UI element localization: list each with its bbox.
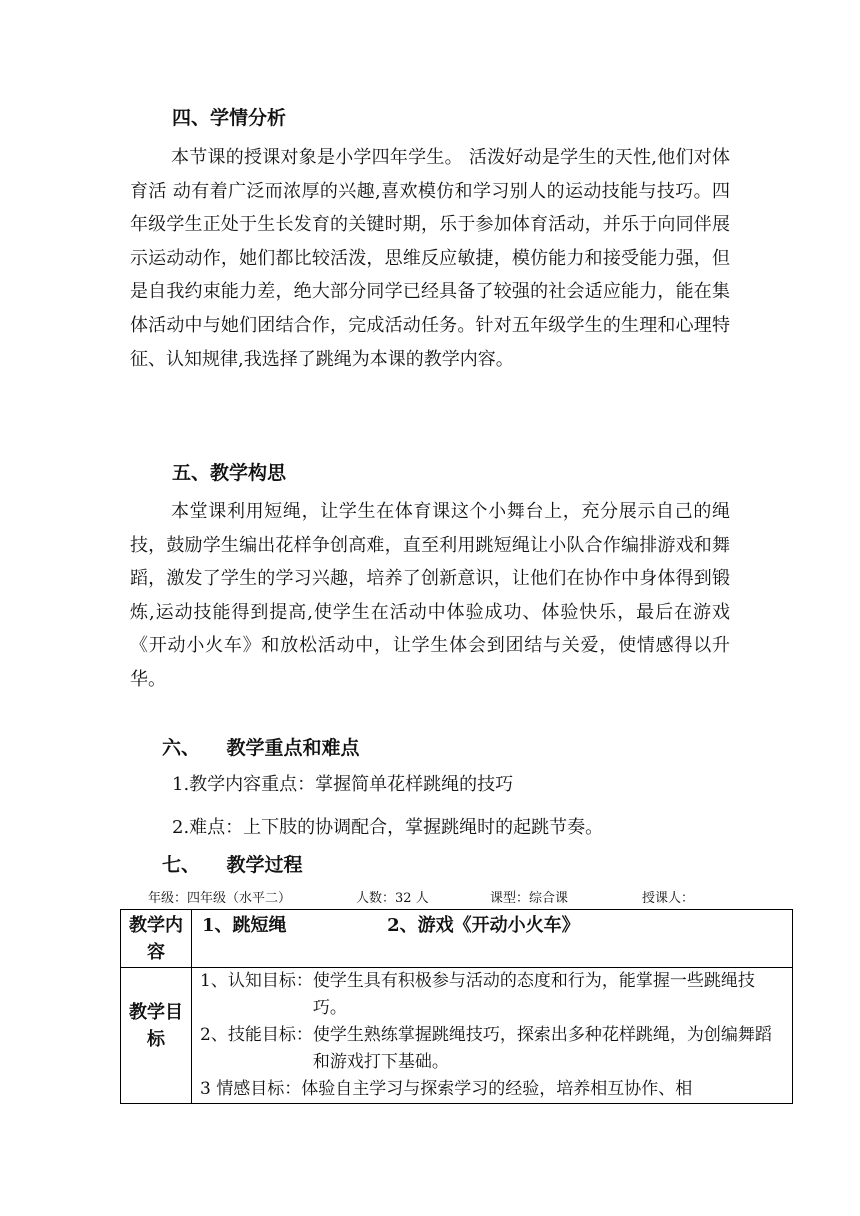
section-4-body: 本节课的授课对象是小学四年学生。 活泼好动是学生的天性,他们对体育活 动有着广泛而浓厚的兴趣,喜欢模仿和学习别人的运动技能与技巧。四年级学生正处于生长发育的关键时期，乐于参加体育活动，并乐于向同伴展示运动动作，她们都比较活泼，思维反应敏捷，模仿能力和接受能力强，但是自我约束能力差，绝大部分同学已经具备了较强的社会适应能力，能在集体活动中与她们团结合作，完成活动任务。针对五年级学生的生理和心理特征、认知规律,我选择了跳绳为本课的教学内容。 (130, 147, 730, 370)
teaching-goals-cell (192, 968, 793, 1104)
content-item-2: 2、游戏《开动小火车》 (387, 915, 580, 936)
goal-cognitive: 1、认知目标： 使学生具有积极参与活动的态度和行为，能掌握一些跳绳技巧。 (200, 971, 755, 1018)
goal-emotion: 3 情感目标：体验自主学习与探索学习的经验，培养相互协作、相 (200, 1079, 693, 1099)
section-5-body: 本堂课利用短绳，让学生在体育课这个小舞台上，充分展示自己的绳技，鼓励学生编出花样争创高难，直至利用跳短绳让小队合作编排游戏和舞蹈，激发了学生的学习兴趣，培养了创新意识，让他们在协作中身体得到锻炼,运动技能得到提高,使学生在活动中体验成功、体验快乐，最后在游戏《开动小火车》和放松活动中，让学生体会到团结与关爱，使情感得以升华。 (130, 501, 730, 690)
difficult-point: 2.难点：上下肢的协调配合，掌握跳绳时的起跳节奏。 (172, 817, 604, 838)
content-item-1: 1、跳短绳 (202, 915, 287, 936)
meta-teacher: 授课人： (642, 891, 695, 906)
label-teaching-goals: 教学目标 (121, 968, 192, 1104)
section-7-title: 七、 教学过程 (162, 854, 303, 876)
table-row-goals (121, 968, 793, 1104)
lesson-table (120, 909, 793, 1104)
label-teaching-content: 教学内容 (121, 910, 192, 968)
meta-count: 人数：32 人 (356, 891, 429, 906)
section-6-title: 六、 教学重点和难点 (162, 737, 360, 759)
meta-grade: 年级：四年级（水平二） (148, 891, 292, 906)
section-4-title: 四、学情分析 (172, 107, 287, 129)
key-point: 1.教学内容重点：掌握简单花样跳绳的技巧 (172, 774, 514, 795)
goal-skill: 2、技能目标： 使学生熟练掌握跳绳技巧，探索出多种花样跳绳，为创编舞蹈和游戏打下基础。 (200, 1025, 772, 1072)
teaching-content-cell (192, 910, 793, 968)
meta-type: 课型：综合课 (490, 891, 569, 906)
section-5-title: 五、教学构思 (172, 462, 287, 484)
table-row-content (121, 910, 793, 968)
